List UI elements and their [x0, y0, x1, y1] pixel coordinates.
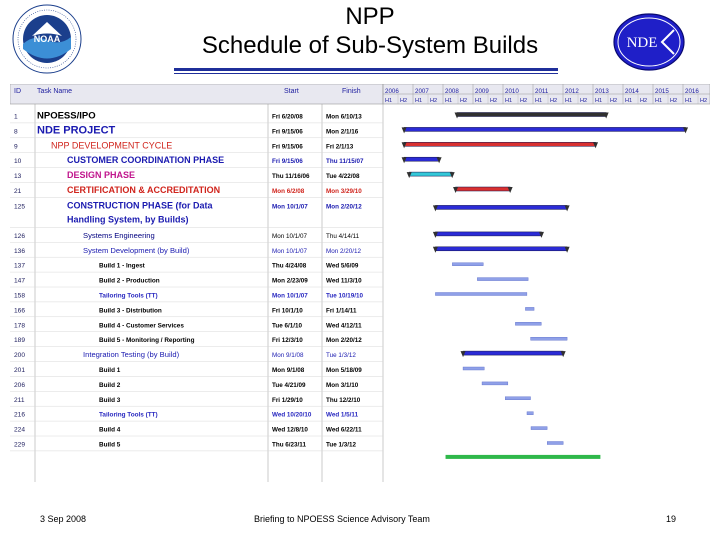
next-phase-bar: [446, 455, 601, 459]
year-label: 2008: [445, 88, 459, 95]
row-start-date: Mon 9/1/08: [272, 352, 304, 360]
half-label: H1: [565, 98, 573, 104]
half-label: H2: [640, 98, 648, 104]
half-label: H1: [445, 98, 453, 104]
row-task-name: Integration Testing (by Build): [83, 350, 180, 360]
summary-bar: [404, 142, 595, 146]
row-finish-date: Fri 2/1/13: [326, 143, 354, 151]
half-label: H2: [520, 98, 528, 104]
row-task-name: CERTIFICATION & ACCREDITATION: [67, 185, 221, 195]
row-finish-date: Thu 11/15/07: [326, 158, 364, 166]
gantt-header: [10, 84, 710, 104]
task-bar: [547, 442, 563, 445]
row-id: 8: [14, 128, 18, 136]
row-id: 13: [14, 173, 22, 181]
row-task-name: System Development (by Build): [83, 245, 190, 255]
half-label: H2: [400, 98, 408, 104]
gantt-chart: [10, 84, 710, 482]
half-label: H1: [685, 98, 693, 104]
row-start-date: Tue 6/1/10: [272, 322, 302, 330]
row-start-date: Mon 10/1/07: [272, 203, 308, 211]
half-label: H2: [580, 98, 588, 104]
task-bar: [452, 263, 483, 266]
row-task-name: DESIGN PHASE: [67, 170, 136, 181]
column-header-task: Task Name: [37, 88, 73, 95]
row-id: 200: [14, 352, 26, 360]
task-bar: [463, 367, 484, 370]
row-start-date: Fri 12/3/10: [272, 337, 303, 345]
row-task-name: Systems Engineering: [83, 230, 155, 240]
row-id: 126: [14, 232, 26, 240]
row-finish-date: Wed 1/5/11: [326, 411, 359, 419]
row-task-name-line2: Handling System, by Builds): [67, 214, 189, 225]
column-header-finish: Finish: [342, 88, 361, 95]
row-id: 201: [14, 367, 26, 374]
year-label: 2015: [655, 88, 669, 95]
row-finish-date: Tue 4/22/08: [326, 173, 360, 181]
nde-logo-text: NDE: [626, 35, 658, 51]
row-start-date: Tue 4/21/09: [272, 381, 306, 389]
row-start-date: Fri 10/1/10: [272, 307, 303, 315]
row-task-name: Build 2 - Production: [99, 277, 160, 285]
half-label: H2: [550, 98, 558, 104]
row-id: 189: [14, 337, 26, 345]
row-task-name: CUSTOMER COORDINATION PHASE: [67, 155, 225, 166]
row-id: 211: [14, 396, 25, 404]
row-finish-date: Tue 10/19/10: [326, 292, 363, 300]
task-bar: [435, 293, 526, 296]
summary-bar: [456, 187, 511, 191]
summary-bar: [457, 113, 606, 117]
half-label: H1: [475, 98, 483, 104]
task-bar: [515, 322, 541, 325]
year-label: 2010: [505, 88, 519, 95]
half-label: H1: [595, 98, 603, 104]
half-label: H1: [385, 98, 393, 104]
year-label: 2014: [625, 88, 639, 95]
row-start-date: Thu 11/16/06: [272, 173, 310, 181]
half-label: H2: [460, 98, 468, 104]
row-id: 224: [14, 426, 26, 434]
noaa-logo: [12, 4, 82, 74]
title-underline-thin: [174, 73, 558, 74]
row-id: 178: [14, 322, 26, 330]
row-id: 166: [14, 307, 26, 315]
row-start-date: Wed 10/20/10: [272, 411, 312, 419]
row-start-date: Mon 10/1/07: [272, 247, 308, 255]
row-task-name: Build 3 - Distribution: [99, 307, 162, 315]
nde-logo: [612, 12, 686, 72]
row-finish-date: Thu 12/2/10: [326, 396, 361, 404]
half-label: H2: [670, 98, 678, 104]
summary-bar: [404, 127, 685, 131]
half-label: H2: [490, 98, 498, 104]
row-id: 216: [14, 411, 26, 419]
row-task-name: Tailoring Tools (TT): [99, 292, 158, 300]
row-finish-date: Wed 4/12/11: [326, 322, 362, 330]
row-start-date: Fri 9/15/06: [272, 143, 303, 151]
half-label: H2: [700, 98, 708, 104]
task-bar: [527, 412, 533, 415]
row-finish-date: Mon 5/18/09: [326, 367, 362, 374]
row-start-date: Thu 4/24/08: [272, 262, 307, 270]
row-finish-date: Mon 3/29/10: [326, 188, 362, 195]
year-label: 2009: [475, 88, 489, 95]
half-label: H1: [505, 98, 513, 104]
row-task-name: Build 1: [99, 367, 121, 374]
row-start-date: Mon 9/1/08: [272, 367, 305, 374]
summary-bar: [404, 157, 439, 161]
row-id: 137: [14, 262, 26, 270]
row-finish-date: Fri 1/14/11: [326, 307, 357, 315]
row-id: 158: [14, 292, 26, 300]
row-finish-date: Mon 2/1/16: [326, 128, 359, 136]
summary-bar: [435, 205, 567, 209]
row-id: 10: [14, 158, 22, 166]
year-label: 2012: [565, 88, 579, 95]
row-task-name: Build 3: [99, 396, 121, 404]
task-bar: [525, 307, 534, 310]
column-header-start: Start: [284, 88, 299, 95]
row-finish-date: Tue 1/3/12: [326, 352, 356, 360]
title-line-2: Schedule of Sub-System Builds: [201, 32, 539, 59]
half-label: H2: [430, 98, 438, 104]
row-task-name: Build 4 - Customer Services: [99, 322, 184, 330]
summary-bar: [435, 247, 567, 251]
row-start-date: Fri 1/29/10: [272, 396, 303, 404]
row-start-date: Fri 9/15/06: [272, 128, 303, 136]
half-label: H1: [415, 98, 423, 104]
row-task-name: NDE PROJECT: [37, 124, 116, 137]
row-task-name: Build 2: [99, 381, 121, 389]
summary-bar: [463, 351, 563, 355]
task-bar: [531, 427, 547, 430]
row-id: 206: [14, 381, 26, 389]
half-label: H1: [655, 98, 663, 104]
row-task-name: NPOESS/IPO: [37, 110, 96, 122]
summary-bar: [409, 172, 452, 176]
row-finish-date: Thu 4/14/11: [326, 232, 360, 240]
row-start-date: Thu 6/23/11: [272, 441, 306, 449]
row-task-name: Build 5: [99, 441, 121, 449]
half-label: H1: [625, 98, 633, 104]
year-label: 2016: [685, 88, 699, 95]
column-header-id: ID: [14, 88, 21, 95]
year-label: 2007: [415, 88, 429, 95]
row-id: 136: [14, 247, 26, 255]
row-finish-date: Mon 2/20/12: [326, 337, 362, 345]
row-start-date: Mon 10/1/07: [272, 232, 308, 240]
row-finish-date: Wed 5/6/09: [326, 262, 359, 270]
row-id: 125: [14, 203, 26, 211]
noaa-logo-text: NOAA: [33, 34, 61, 44]
row-task-name: NPP DEVELOPMENT CYCLE: [51, 140, 173, 151]
title-line-1: NPP: [345, 3, 395, 30]
row-start-date: Fri 6/20/08: [272, 113, 303, 121]
row-finish-date: Mon 6/10/13: [326, 113, 362, 121]
half-label: H1: [535, 98, 543, 104]
title-underline: [174, 68, 558, 71]
row-finish-date: Mon 2/20/12: [326, 247, 362, 255]
row-task-name: Build 5 - Monitoring / Reporting: [99, 337, 195, 345]
row-finish-date: Tue 1/3/12: [326, 441, 356, 449]
summary-bar: [435, 232, 541, 236]
page-title: [150, 2, 590, 60]
task-bar: [482, 382, 508, 385]
half-label: H2: [610, 98, 618, 104]
row-task-name: CONSTRUCTION PHASE (for Data: [67, 200, 213, 211]
year-label: 2011: [535, 88, 549, 95]
row-task-name: Build 4: [99, 426, 121, 434]
year-label: 2013: [595, 88, 609, 95]
row-finish-date: Mon 2/20/12: [326, 203, 362, 211]
row-start-date: Fri 9/15/06: [272, 158, 303, 166]
footer-date: 3 Sep 2008: [40, 514, 87, 524]
row-finish-date: Mon 3/1/10: [326, 381, 359, 389]
row-task-name: Build 1 - Ingest: [99, 262, 145, 270]
task-bar: [477, 278, 528, 281]
row-task-name: Tailoring Tools (TT): [99, 411, 158, 419]
row-finish-date: Wed 6/22/11: [326, 426, 362, 434]
task-bar: [505, 397, 530, 400]
row-start-date: Wed 12/8/10: [272, 426, 308, 434]
row-id: 9: [14, 143, 18, 151]
row-id: 1: [14, 113, 18, 121]
row-start-date: Mon 2/23/09: [272, 277, 308, 285]
year-label: 2006: [385, 88, 399, 95]
row-start-date: Mon 10/1/07: [272, 292, 308, 300]
row-finish-date: Wed 11/3/10: [326, 277, 362, 285]
footer-page-number: 19: [666, 514, 677, 524]
row-id: 21: [14, 188, 22, 195]
task-bar: [531, 337, 568, 340]
row-start-date: Mon 6/2/08: [272, 188, 305, 195]
footer-title: Briefing to NPOESS Science Advisory Team: [254, 514, 430, 524]
row-id: 147: [14, 277, 26, 285]
row-id: 229: [14, 441, 26, 449]
